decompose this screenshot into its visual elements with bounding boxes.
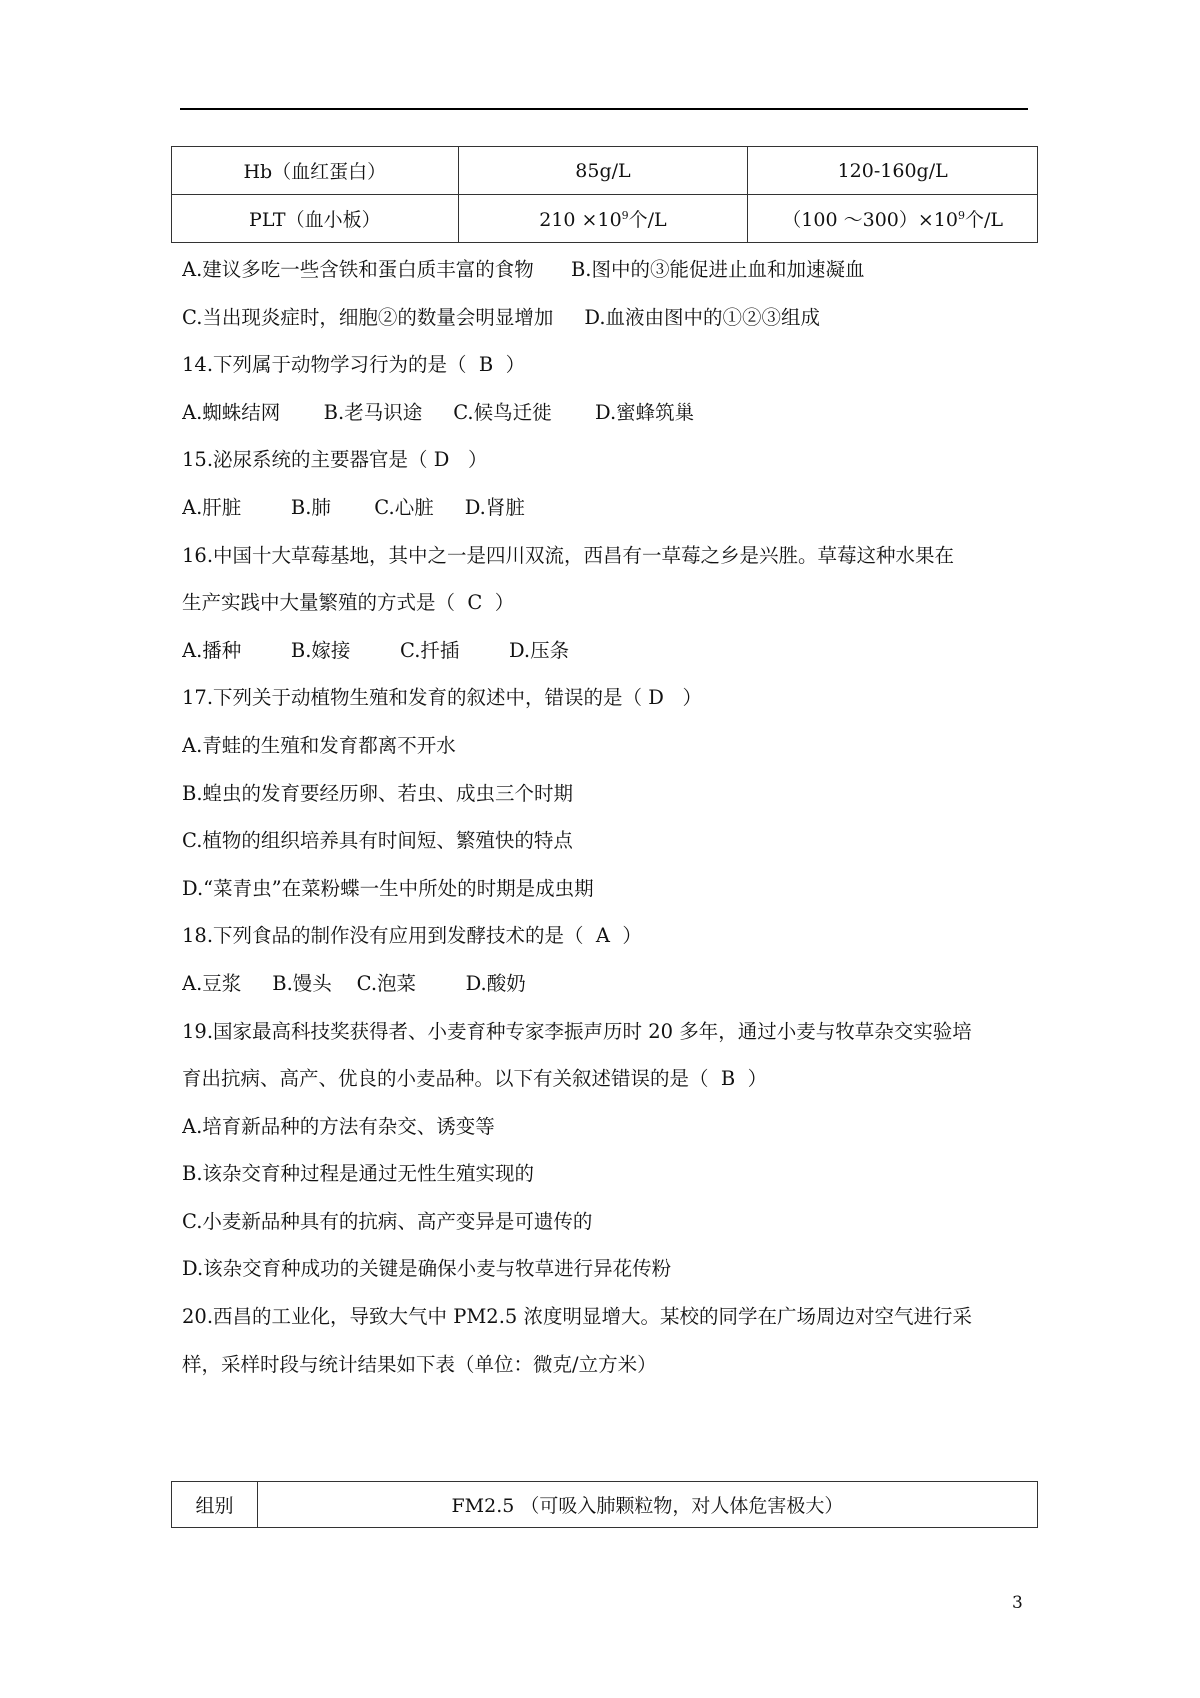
page-number: 3 [1012, 1593, 1023, 1613]
text-line: C.当出现炎症时，细胞②的数量会明显增加 D.血液由图中的①②③组成 [182, 305, 821, 329]
reference-base: （100 ～300）×10 [782, 209, 958, 231]
option-19d: D.该杂交育种成功的关键是确保小麦与牧草进行异花传粉 [182, 1257, 672, 1281]
question-16: 16.中国十大草莓基地，其中之一是四川双流，西昌有一草莓之乡是兴胜。草莓这种水果在 [182, 543, 955, 567]
question-text [182, 246, 1032, 1388]
pm25-table [171, 1481, 1038, 1528]
options-14: A.蜘蛛结网 B.老马识途 C.候鸟迁徙 D.蜜蜂筑巢 [182, 400, 695, 424]
question-19: 19.国家最高科技奖获得者、小麦育种专家李振声历时 20 多年，通过小麦与牧草杂交实验培 [182, 1019, 972, 1043]
option-17a: A.青蛙的生殖和发育都离不开水 [182, 733, 456, 757]
value-base: 210 ×10 [539, 209, 622, 231]
question-20: 20.西昌的工业化，导致大气中 PM2.5 浓度明显增大。某校的同学在广场周边对空气进行采 [182, 1305, 973, 1329]
question-20-cont: 样，采样时段与统计结果如下表（单位：微克/立方米） [182, 1352, 657, 1376]
options-16: A.播种 B.嫁接 C.扦插 D.压条 [182, 638, 570, 662]
reference-range-cell [748, 195, 1038, 243]
text-line: A.建议多吃一些含铁和蛋白质丰富的食物 B.图中的③能促进止血和加速凝血 [182, 258, 865, 281]
group-header-cell: 组别 [172, 1482, 258, 1528]
option-17d: D.“菜青虫”在菜粉蝶一生中所处的时期是成虫期 [182, 876, 594, 900]
option-19a: A.培育新品种的方法有杂交、诱变等 [182, 1114, 495, 1138]
question-14: 14.下列属于动物学习行为的是（ B ） [182, 353, 526, 377]
question-15: 15.泌尿系统的主要器官是（ D ） [182, 448, 488, 472]
table-row [172, 1482, 1038, 1528]
header-rule [180, 108, 1028, 110]
value-exponent: 9 [621, 209, 629, 222]
reference-unit: 个/L [964, 209, 1003, 231]
question-16-cont: 生产实践中大量繁殖的方式是（ C ） [182, 591, 515, 615]
test-name-cell: Hb（血红蛋白） [172, 147, 459, 195]
option-19b: B.该杂交育种过程是通过无性生殖实现的 [182, 1162, 535, 1186]
option-17b: B.蝗虫的发育要经历卵、若虫、成虫三个时期 [182, 781, 574, 805]
table-row [172, 147, 1038, 195]
blood-test-table [171, 146, 1038, 243]
table-row [172, 195, 1038, 243]
options-15: A.肝脏 B.肺 C.心脏 D.肾脏 [182, 495, 525, 519]
test-name-cell: PLT（血小板） [172, 195, 459, 243]
reference-range-cell: 120-160g/L [748, 147, 1038, 195]
test-value-cell [458, 195, 748, 243]
test-value-cell: 85g/L [458, 147, 748, 195]
reference-exponent: 9 [957, 209, 965, 222]
pm25-header-cell: FM2.5 （可吸入肺颗粒物，对人体危害极大） [257, 1482, 1037, 1528]
question-17: 17.下列关于动植物生殖和发育的叙述中，错误的是（ D ） [182, 686, 702, 710]
options-18: A.豆浆 B.馒头 C.泡菜 D.酸奶 [182, 971, 526, 995]
question-18: 18.下列食品的制作没有应用到发酵技术的是（ A ） [182, 924, 642, 948]
question-19-cont: 育出抗病、高产、优良的小麦品种。以下有关叙述错误的是（ B ） [182, 1067, 768, 1091]
option-17c: C.植物的组织培养具有时间短、繁殖快的特点 [182, 829, 573, 853]
value-unit: 个/L [628, 209, 667, 231]
option-19c: C.小麦新品种具有的抗病、高产变异是可遗传的 [182, 1209, 593, 1233]
